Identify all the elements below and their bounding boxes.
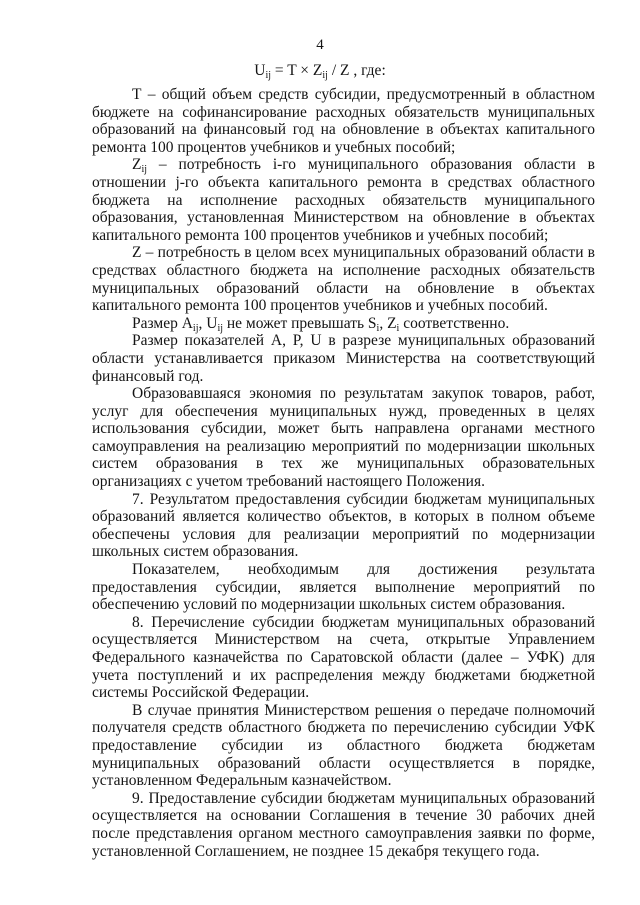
formula-lhs: U: [254, 62, 266, 79]
paragraph-indicator-result: Показателем, необходимым для достижения результата предоставления субсидии, является выполнение мероприятий по обеспечению условий по модернизации школьных систем образования.: [92, 561, 595, 614]
formula-rest: / Z , где:: [327, 62, 386, 79]
zij-sub: ij: [141, 164, 148, 176]
paragraph-t-definition: Т – общий объем средств субсидии, предусмотренный в областном бюджете на софинансирование расходных обязательств муниципальных образований на финансовый год на обновление в объектах капитального ремонта 100 процентов учебников и учебных пособий;: [92, 86, 595, 156]
paragraph-item-7: 7. Результатом предоставления субсидии бюджетам муниципальных образований является количество объектов, в которых в полном объеме обеспечены условия для реализации мероприятий по модернизации школьных систем образования.: [92, 490, 595, 561]
zij-text: – потребность i-го муниципального образования области в отношении j-го объекта капитального ремонта в средствах областного бюджета на исполнение расходных обязательств муниципального образования, установленная Министерством на обновление в объектах капитального ремонта 100 процентов учебников и учебных пособий;: [92, 156, 595, 244]
limits-text-b: , U: [198, 314, 218, 332]
limits-text-d: , Z: [379, 314, 397, 332]
limits-text-e: соответственно.: [399, 314, 510, 332]
formula-z-sub: ij: [322, 70, 328, 81]
formula-eq: = T × Z: [271, 62, 323, 79]
limits-text-c: не может превышать S: [223, 314, 377, 332]
limits-sub-c: i: [376, 322, 380, 334]
paragraph-z-definition: Z – потребность в целом всех муниципальных образований области в средствах областного бюджета на исполнение расходных обязательств муниципальных образований области на обновление в объектах капитального ремонта 100 процентов учебников и учебных пособий.: [92, 244, 595, 315]
paragraph-zij-definition: [92, 156, 595, 244]
limits-sub-a: ij: [192, 322, 199, 334]
formula: [0, 62, 640, 80]
paragraph-ufk-transfer: В случае принятия Министерством решения о передаче полномочий получателя средств областного бюджета по перечислению субсидии УФК предоставление субсидии из областного бюджета бюджетам муниципальных образований области осуществляется в порядке, установленном Федеральным казначейством.: [92, 701, 595, 790]
body-text: [92, 86, 595, 860]
paragraph-savings: Образовавшаяся экономия по результатам закупок товаров, работ, услуг для обеспечения муниципальных нужд, проведенных в целях использования субсидии, может быть направлена органами местного самоуправления на реализацию мероприятий по модернизации школьных систем образования в тех же муниципальных образовательных организациях с учетом требований настоящего Положения.: [92, 385, 595, 491]
paragraph-size-limits: [92, 315, 595, 333]
limits-sub-d: i: [396, 322, 400, 334]
paragraph-indicators: Размер показателей A, P, U в разрезе муниципальных образований области устанавливается приказом Министерства на соответствующий финансовый год.: [92, 332, 595, 385]
limits-text-a: Размер A: [132, 314, 193, 332]
page-number: 4: [316, 37, 324, 53]
zij-symbol: Z: [132, 156, 142, 174]
paragraph-item-8: 8. Перечисление субсидии бюджетам муниципальных образований осуществляется Министерством на счета, открытые Управлением Федерального казначейства по Саратовской области (далее – УФК) для учета поступлений и их распределения между бюджетами бюджетной системы Российской Федерации.: [92, 613, 595, 702]
formula-lhs-sub: ij: [265, 70, 272, 81]
paragraph-item-9: 9. Предоставление субсидии бюджетам муниципальных образований осуществляется на основании Соглашения в течение 30 рабочих дней после представления органом местного самоуправления заявки по форме, установленной Соглашением, не позднее 15 декабря текущего года.: [92, 789, 595, 860]
limits-sub-b: ij: [217, 322, 223, 334]
